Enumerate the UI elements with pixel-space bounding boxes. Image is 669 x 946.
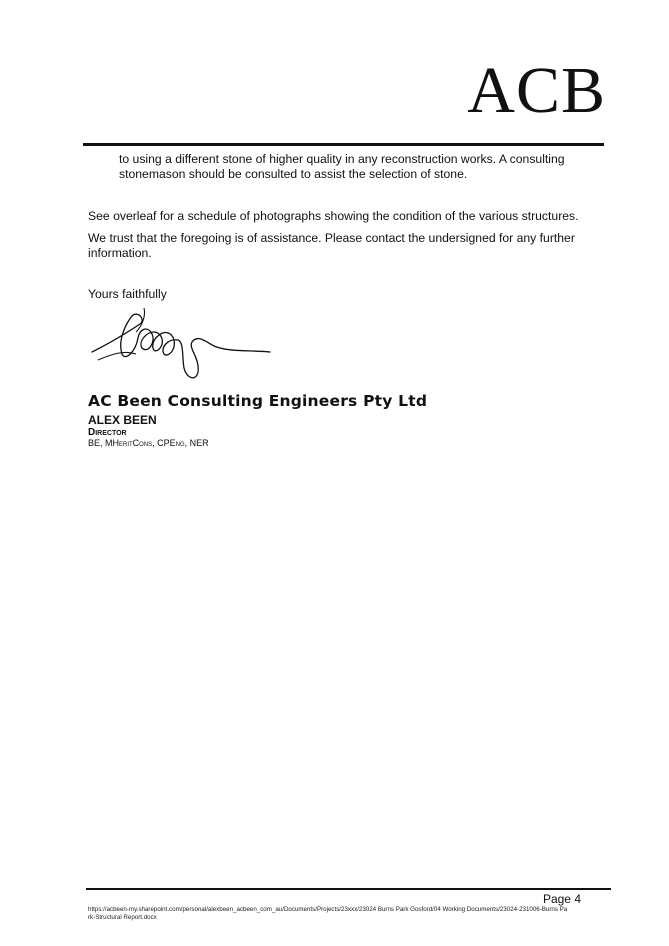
signatory-title: Director — [88, 427, 127, 438]
closing-salutation: Yours faithfully — [88, 287, 167, 301]
signatory-name: ALEX BEEN — [88, 413, 157, 427]
signatory-qualifications: BE, MHeritCons, CPEng, NER — [88, 438, 209, 448]
company-name: AC Been Consulting Engineers Pty Ltd — [88, 392, 428, 410]
acb-logo: ACB — [467, 54, 606, 127]
body-paragraph-2: See overleaf for a schedule of photographs showing the condition of the various structures. — [88, 209, 579, 223]
handwritten-signature — [88, 302, 273, 384]
footer-divider — [86, 888, 611, 890]
footer-file-path: https://acbeen-my.sharepoint.com/personal/alexbeen_acbeen_com_au/Documents/Projects/23xxx/23024 Burns Park Gosford/04 Working Documents/23024-231006-Burns Park-Structural Report.docx — [88, 906, 568, 921]
body-paragraph-3: We trust that the foregoing is of assistance. Please contact the undersigned for any further information. — [88, 231, 575, 260]
page-number: Page 4 — [542, 892, 581, 906]
header-divider — [83, 143, 604, 146]
body-paragraph-1: to using a different stone of higher quality in any reconstruction works. A consulting stonemason should be consulted to assist the selection of stone. — [119, 152, 565, 181]
